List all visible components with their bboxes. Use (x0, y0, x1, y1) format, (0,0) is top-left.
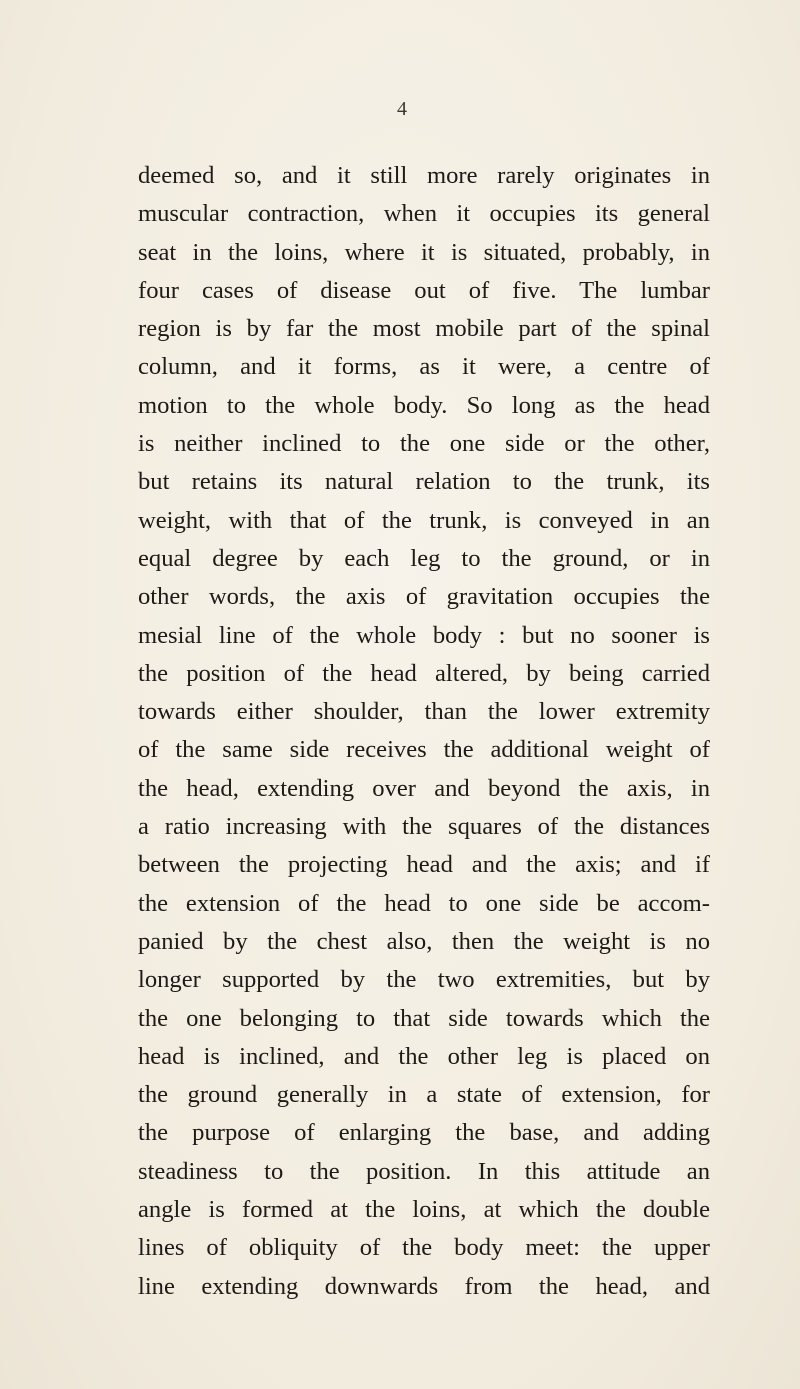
text-line: motion to the whole body. So long as the head (138, 391, 710, 419)
text-line: seat in the loins, where it is situated, probably, in (138, 238, 710, 266)
page-number: 4 (397, 98, 407, 120)
text-line: the head, extending over and beyond the axis, in (138, 774, 710, 802)
body-text (138, 157, 710, 1306)
text-line: between the projecting head and the axis; and if (138, 851, 710, 879)
text-line: panied by the chest also, then the weight is no (138, 927, 710, 955)
text-line: the extension of the head to one side be accom- (138, 889, 710, 917)
text-line: line extending downwards from the head, and (138, 1272, 710, 1300)
text-line: towards either shoulder, than the lower extremity (138, 698, 710, 726)
text-line: mesial line of the whole body : but no sooner is (138, 621, 710, 649)
text-line: muscular contraction, when it occupies its general (138, 200, 710, 228)
text-line: four cases of disease out of five. The lumbar (138, 276, 710, 304)
text-line: the position of the head altered, by being carried (138, 659, 710, 687)
text-line: steadiness to the position. In this attitude an (138, 1157, 710, 1185)
text-line: region is by far the most mobile part of the spinal (138, 315, 710, 343)
text-line: is neither inclined to the one side or the other, (138, 430, 710, 458)
text-line: of the same side receives the additional weight of (138, 736, 710, 764)
text-line: other words, the axis of gravitation occupies the (138, 583, 710, 611)
text-line: head is inclined, and the other leg is placed on (138, 1042, 710, 1070)
text-line: the ground generally in a state of extension, for (138, 1081, 710, 1109)
text-line: weight, with that of the trunk, is conveyed in an (138, 506, 710, 534)
text-line: column, and it forms, as it were, a centre of (138, 353, 710, 381)
text-line: equal degree by each leg to the ground, or in (138, 544, 710, 572)
text-line: lines of obliquity of the body meet: the upper (138, 1234, 710, 1262)
text-line: the one belonging to that side towards which the (138, 1004, 710, 1032)
text-line: a ratio increasing with the squares of the distances (138, 813, 710, 841)
text-line: the purpose of enlarging the base, and adding (138, 1119, 710, 1147)
text-line: longer supported by the two extremities, but by (138, 966, 710, 994)
text-line: deemed so, and it still more rarely originates in (138, 162, 710, 189)
text-line: but retains its natural relation to the trunk, its (138, 468, 710, 496)
text-line: angle is formed at the loins, at which the double (138, 1196, 710, 1224)
